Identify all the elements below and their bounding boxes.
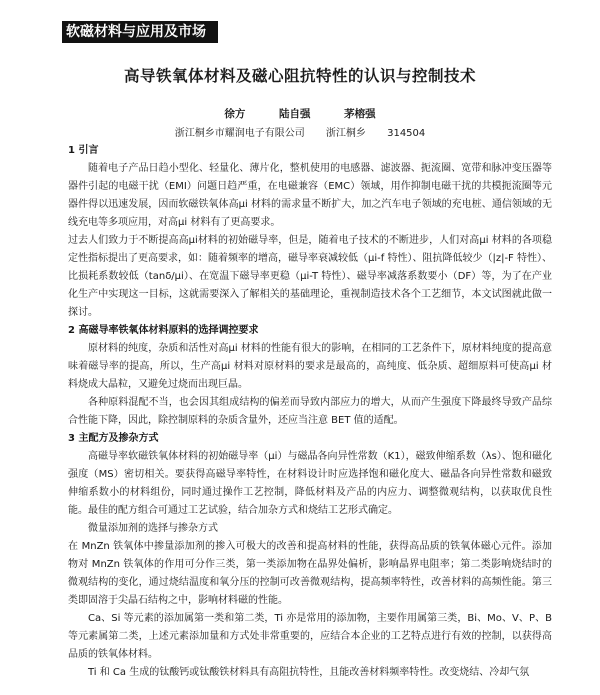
section-heading: 2 高磁导率铁氧体材料原料的选择调控要求: [68, 325, 259, 336]
affiliation-postcode: 314504: [387, 128, 426, 139]
affiliation-city: 浙江桐乡: [325, 128, 366, 139]
paragraph: 高磁导率软磁铁氧体材料的初始磁导率（μi）与磁晶各向异性常数（K1），磁致伸缩系数（λs）、饱和磁化强度（MS）密切相关。要获得高磁导率特性，在材料设计时应选择饱和磁化度大、磁晶各向异性常数和磁致伸缩系数小的材料组份，同时通过操作工艺控制，降低材料及产品的内应力、调整微观结构，以获取优良性能。最佳的配方组合可通过工艺试验，结合加杂方式和烧结工艺形式确定。: [68, 451, 552, 516]
paragraph: Ca、Si 等元素的添加属第一类和第二类，Ti 亦是常用的添加物，主要作用属第三类，Bi、Mo、V、P、B 等元素属第二类，上述元素添加量和方式处非常重要的，应结合本企业的工艺特点进行有效的控制，以获得高品质的铁氧体材料。: [68, 613, 552, 660]
subsection-heading: 微量添加剂的选择与掺杂方式: [88, 523, 218, 534]
paragraph: Ti 和 Ca 生成的钛酸钙或钛酸铁材料具有高阻抗特性，且能改善材料频率特性。改变烧结、冷却气氛: [88, 667, 530, 678]
article-title: 高导铁氧体材料及磁心阻抗特性的认识与控制技术: [123, 67, 476, 85]
section-heading: 1 引言: [68, 145, 99, 156]
paragraph: 在 MnZn 铁氧体中掺量添加剂的掺入可极大的改善和提高材料的性能，获得高品质的铁氧体磁心元件。添加物对 MnZn 铁氧体的作用可分作三类，第一类添加物在晶界处偏析，影响晶界电阻率；第二类影响烧结时的微观结构的变化，通过烧结温度和氧分压的控制可改善微观结构，提高频率特性，改善材料的高频性能。第三类即固溶于尖晶石结构之中，影响材料磁的性能。: [68, 541, 552, 606]
section-banner: 软磁材料与应用及市场: [62, 21, 218, 43]
paragraph: 随着电子产品日趋小型化、轻量化、薄片化，整机使用的电感器、滤波器、扼流圈、宽带和脉冲变压器等器件引起的电磁干扰（EMI）问题日趋严重，在电磁兼容（EMC）领域，用作抑制电磁干扰的共模扼流圈等元器件得以迅速发展，因而软磁铁氧体高μi 材料的需求量不断扩大，加之汽车电子领域的充电桩、通信领域的无线充电等多项应用，对高μi 材料有了更高要求。: [68, 163, 552, 228]
author-name: 陆自强: [279, 108, 311, 120]
section-heading: 3 主配方及掺杂方式: [68, 433, 159, 444]
paragraph: 各种原料混配不当，也会因其组成结构的偏差而导致内部应力的增大，从而产生强度下降最终导致产品综合性能下降，因此，除控制原料的杂质含量外，还应当注意 BET 值的适配。: [68, 397, 552, 426]
author-list: [0, 106, 600, 121]
affiliation-company: 浙江桐乡市耀润电子有限公司: [174, 128, 305, 139]
paragraph: 原材料的纯度，杂质和活性对高μi 材料的性能有很大的影响，在相同的工艺条件下，原材料纯度的提高意味着磁导率的提高，所以，生产高μi 材料对原材料的要求是最高的，高纯度、低杂质、超细原料可使高μi 材料烧成大晶粒，又避免过烧而出现巨晶。: [68, 343, 552, 390]
author-name: 茅榕强: [344, 108, 376, 120]
article-body: [68, 142, 552, 682]
author-affiliation: [0, 124, 600, 139]
paragraph: 过去人们致力于不断提高高μi材料的初始磁导率，但是，随着电子技术的不断进步，人们对高μi 材料的各项稳定性指标提出了更高要求，如：随着频率的增高，磁导率衰减较低（μi-f 特性）、阻抗降低较少（|z|-F 特性）、比损耗系数较低（tanδ/μi）、在宽温下磁导率更稳（μi-T 特性）、磁导率减落系数要小（DF）等，为了在产业化生产中实现这一目标，这就需要深入了解相关的基础理论，重视制造技术各个工艺细节，本文试图就此做一探讨。: [68, 235, 552, 318]
author-name: 徐方: [224, 108, 246, 120]
